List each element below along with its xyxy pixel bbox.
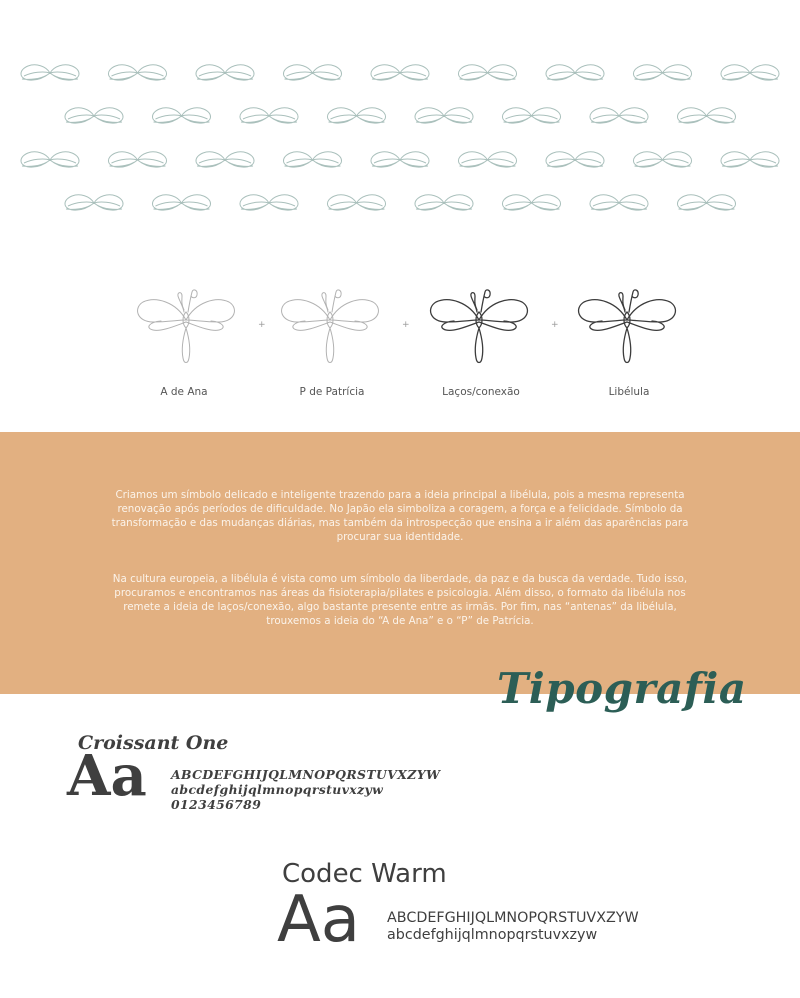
bow-motif-icon: [458, 65, 516, 80]
bow-motif-icon: [65, 108, 123, 123]
dragonfly-a-icon: [131, 282, 241, 372]
bow-motif-icon: [502, 195, 560, 210]
dragonfly-step-lacos: [424, 282, 534, 372]
bow-motif-icon: [633, 65, 691, 80]
plus-sign: +: [258, 320, 266, 330]
plus-sign: +: [402, 320, 410, 330]
dragonfly-final-icon: [572, 282, 682, 372]
dragonfly-loops-icon: [424, 282, 534, 372]
font-alphabet-croissant: [171, 768, 440, 812]
bow-motif-icon: [677, 108, 735, 123]
bow-motif-icon: [108, 152, 166, 167]
bow-motif-icon: [415, 108, 473, 123]
bow-motif-icon: [283, 152, 341, 167]
plus-sign: +: [551, 320, 559, 330]
bow-motif-icon: [196, 152, 254, 167]
lowercase-line: abcdefghijqlmnopqrstuvxzyw: [387, 927, 598, 943]
bow-pattern: [0, 0, 800, 230]
description-band: [0, 432, 800, 694]
bow-motif-icon: [108, 65, 166, 80]
bow-motif-icon: [152, 195, 210, 210]
font-name-croissant: Croissant One: [78, 732, 229, 754]
bow-motif-icon: [458, 152, 516, 167]
bow-motif-icon: [240, 195, 298, 210]
font-name-codec: Codec Warm: [282, 859, 447, 889]
bow-motif-icon: [677, 195, 735, 210]
bow-motif-icon: [21, 152, 79, 167]
dragonfly-p-icon: [275, 282, 385, 372]
uppercase-line: ABCDEFGHIJQLMNOPQRSTUVXZYW: [387, 910, 639, 926]
description-paragraph: Criamos um símbolo delicado e inteligente trazendo para a ideia principal a libélula, pois a mesma representa renovação após períodos de dificuldade. No Japão ela simboliza a coragem, a força e a felicidade. Símbolo da transformação e das mudanças diárias, mas também da introspecção que ensina a ir além das aparências para procurar sua identidade.: [111, 489, 689, 544]
bow-motif-icon: [546, 152, 604, 167]
bow-motif-icon: [546, 65, 604, 80]
bow-motif-icon: [633, 152, 691, 167]
font-sample-codec: Aa: [277, 883, 360, 957]
step-label-lacos: Laços/conexão: [442, 386, 520, 398]
bow-motif-icon: [590, 108, 648, 123]
font-sample-croissant: Aa: [67, 743, 147, 809]
uppercase-line: ABCDEFGHIJQLMNOPQRSTUVXZYW: [171, 767, 441, 782]
digits-line: 0123456789: [171, 796, 262, 812]
bow-motif-icon: [590, 195, 648, 210]
step-label-patricia: P de Patrícia: [299, 386, 365, 398]
bow-motif-icon: [502, 108, 560, 123]
bow-motif-icon: [721, 65, 779, 80]
bow-motif-icon: [152, 108, 210, 123]
bow-motif-icon: [196, 65, 254, 80]
bow-motif-icon: [327, 195, 385, 210]
bow-motif-icon: [415, 195, 473, 210]
bow-motif-icon: [21, 65, 79, 80]
font-alphabet-codec: [387, 910, 639, 944]
description-paragraph: Na cultura europeia, a libélula é vista como um símbolo da liberdade, da paz e da busca da verdade. Tudo isso, procuramos e encontramos nas áreas da fisioterapia/pilates e psicologia. Além disso, o formato da libélula nos remete a ideia de laços/conexão, algo bastante presente entre as irmãs. Por fim, nas “antenas” da libélula, trouxemos a ideia do “A de Ana” e o “P” de Patrícia.: [112, 573, 688, 628]
bow-motif-icon: [721, 152, 779, 167]
dragonfly-step-patricia: [275, 282, 385, 372]
bow-motif-icon: [283, 65, 341, 80]
dragonfly-step-ana: [131, 282, 241, 372]
dragonfly-step-libelula: [572, 282, 682, 372]
bow-motif-icon: [371, 152, 429, 167]
bow-motif-icon: [240, 108, 298, 123]
step-label-ana: A de Ana: [160, 386, 208, 398]
bow-motif-icon: [371, 65, 429, 80]
bow-motif-icon: [327, 108, 385, 123]
lowercase-line: abcdefghijqlmnopqrstuvxzyw: [171, 781, 384, 797]
typography-title: Tipografia: [497, 664, 747, 713]
bow-motif-icon: [65, 195, 123, 210]
step-label-libelula: Libélula: [608, 386, 650, 398]
